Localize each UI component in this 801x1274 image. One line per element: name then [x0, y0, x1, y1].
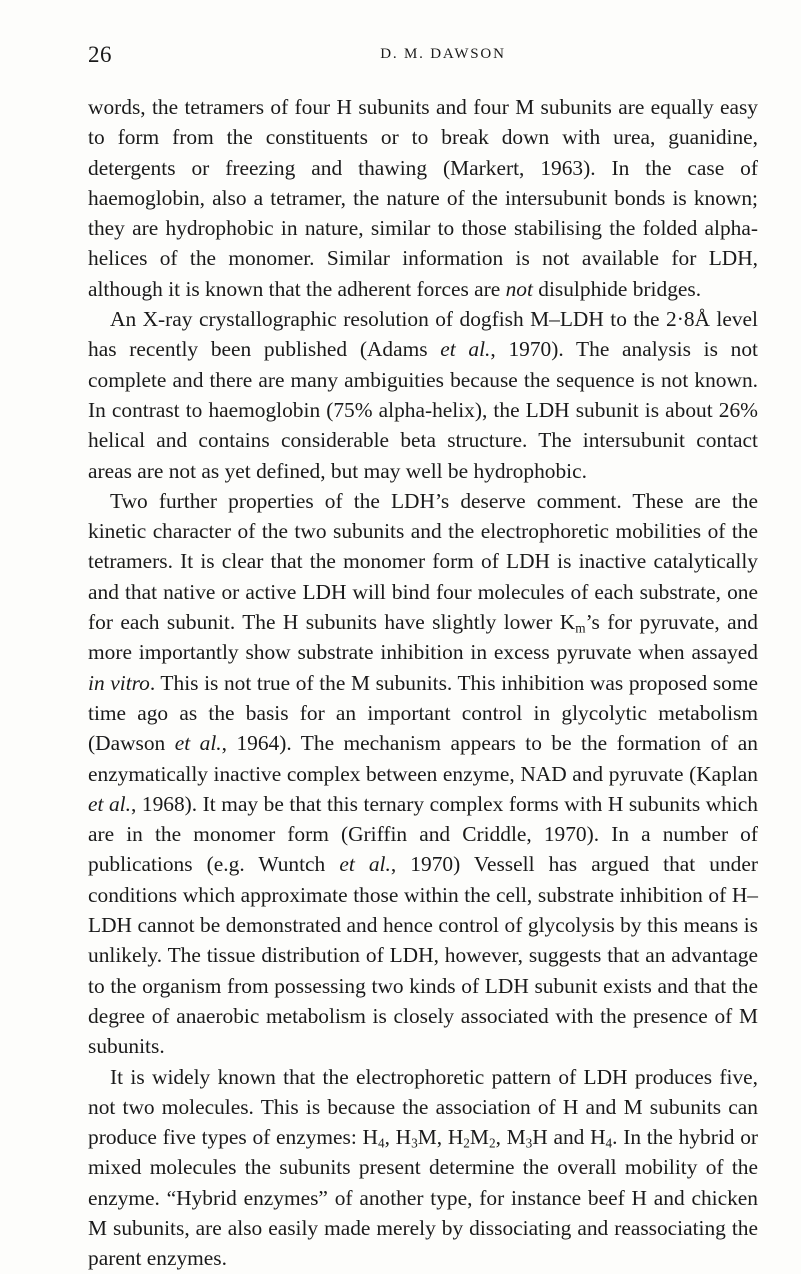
text-run: words, the tetramers of four H subunits and four M subunits are equally easy to form from the constituents or to break down with urea, guanidine, detergents or freezing and thawing (Markert, 1963). In the case of haemoglobin, also a tetramer, the nature of the intersubunit bonds is known; they are hydrophobic in nature, similar to those stabilising the folded alpha-helices of the monomer. Similar information is not available for LDH, although it is known that the adherent forces are [88, 95, 758, 301]
body-text [88, 92, 758, 1274]
text-run: , 1964). The mechanism appears to be the formation of an enzymatically inactive complex between enzyme, NAD and pyruvate (Kaplan [88, 731, 758, 786]
text-run: M [469, 1125, 489, 1150]
paragraph-3 [88, 486, 758, 1062]
paragraph-1 [88, 92, 758, 304]
subscript: 2 [463, 1135, 470, 1151]
text-run: Two further properties of the LDH’s deserve comment. These are the kinetic character of the two subunits and the electrophoretic mobilities of the tetramers. It is clear that the monomer form of LDH is inactive catalytically and that native or active LDH will bind four molecules of each substrate, one for each subunit. The H subunits have slightly lower K [88, 488, 758, 635]
text-run: . In the hybrid or mixed molecules the subunits present determine the overall mobility of the enzyme. “Hybrid enzymes” of another type, for instance beef H and chicken M subunits, are also easily made merely by dissociating and reassociating the parent enzymes. [88, 1125, 759, 1271]
italic-text: et al. [174, 731, 222, 756]
italic-text: et al. [440, 337, 491, 362]
text-run: , M [495, 1125, 526, 1150]
text-run: disulphide bridges. [532, 276, 702, 301]
running-head-author: D. M. DAWSON [380, 46, 506, 62]
subscript: 2 [488, 1135, 496, 1151]
text-run: M, H [417, 1125, 464, 1150]
italic-text: not [505, 276, 533, 301]
subscript: 3 [411, 1135, 418, 1151]
page-header [88, 42, 758, 82]
paragraph-4 [88, 1062, 758, 1274]
text-run: An X-ray crystallographic resolution of dogfish M–LDH to the 2·8Å level has recently been published (Adams [88, 307, 758, 362]
page-number: 26 [88, 42, 112, 67]
text-run: H and H [532, 1125, 606, 1150]
text-run: . This is not true of the M subunits. This inhibition was proposed some time ago as the basis for an important control in glycolytic metabolism (Dawson [88, 670, 758, 756]
italic-text: et al. [339, 852, 391, 877]
text-run: ’s for pyruvate, and more importantly show substrate inhibition in excess pyruvate when assayed [88, 610, 758, 665]
subscript: 3 [525, 1135, 533, 1151]
paragraph-2 [88, 304, 758, 486]
italic-text: in vitro [88, 670, 150, 695]
italic-text: et al. [88, 791, 131, 816]
text-run: , 1968). It may be that this ternary complex forms with H subunits which are in the monomer form (Griffin and Criddle, 1970). In a number of publications (e.g. Wuntch [88, 791, 758, 877]
text-run: , 1970). The analysis is not complete and there are many ambiguities because the sequence is not known. In contrast to haemoglobin (75% alpha-helix), the LDH subunit is about 26% helical and contains considerable beta structure. The intersubunit contact areas are not as yet defined, but may well be hydrophobic. [88, 337, 758, 483]
subscript: m [575, 620, 586, 636]
text-run: , 1970) Vessell has argued that under conditions which approximate those within the cell, substrate inhibition of H–LDH cannot be demonstrated and hence control of glycolysis by this means is unlikely. The tissue distribution of LDH, however, suggests that an advantage to the organism from possessing two kinds of LDH subunit exists and that the degree of anaerobic metabolism is closely associated with the presence of M subunits. [88, 852, 758, 1059]
subscript: 4 [377, 1135, 385, 1151]
text-run: It is widely known that the electrophoretic pattern of LDH produces five, not two molecules. This is because the association of H and M subunits can produce five types of enzymes: H [88, 1064, 758, 1150]
text-run: , H [384, 1125, 412, 1150]
subscript: 4 [605, 1135, 613, 1151]
